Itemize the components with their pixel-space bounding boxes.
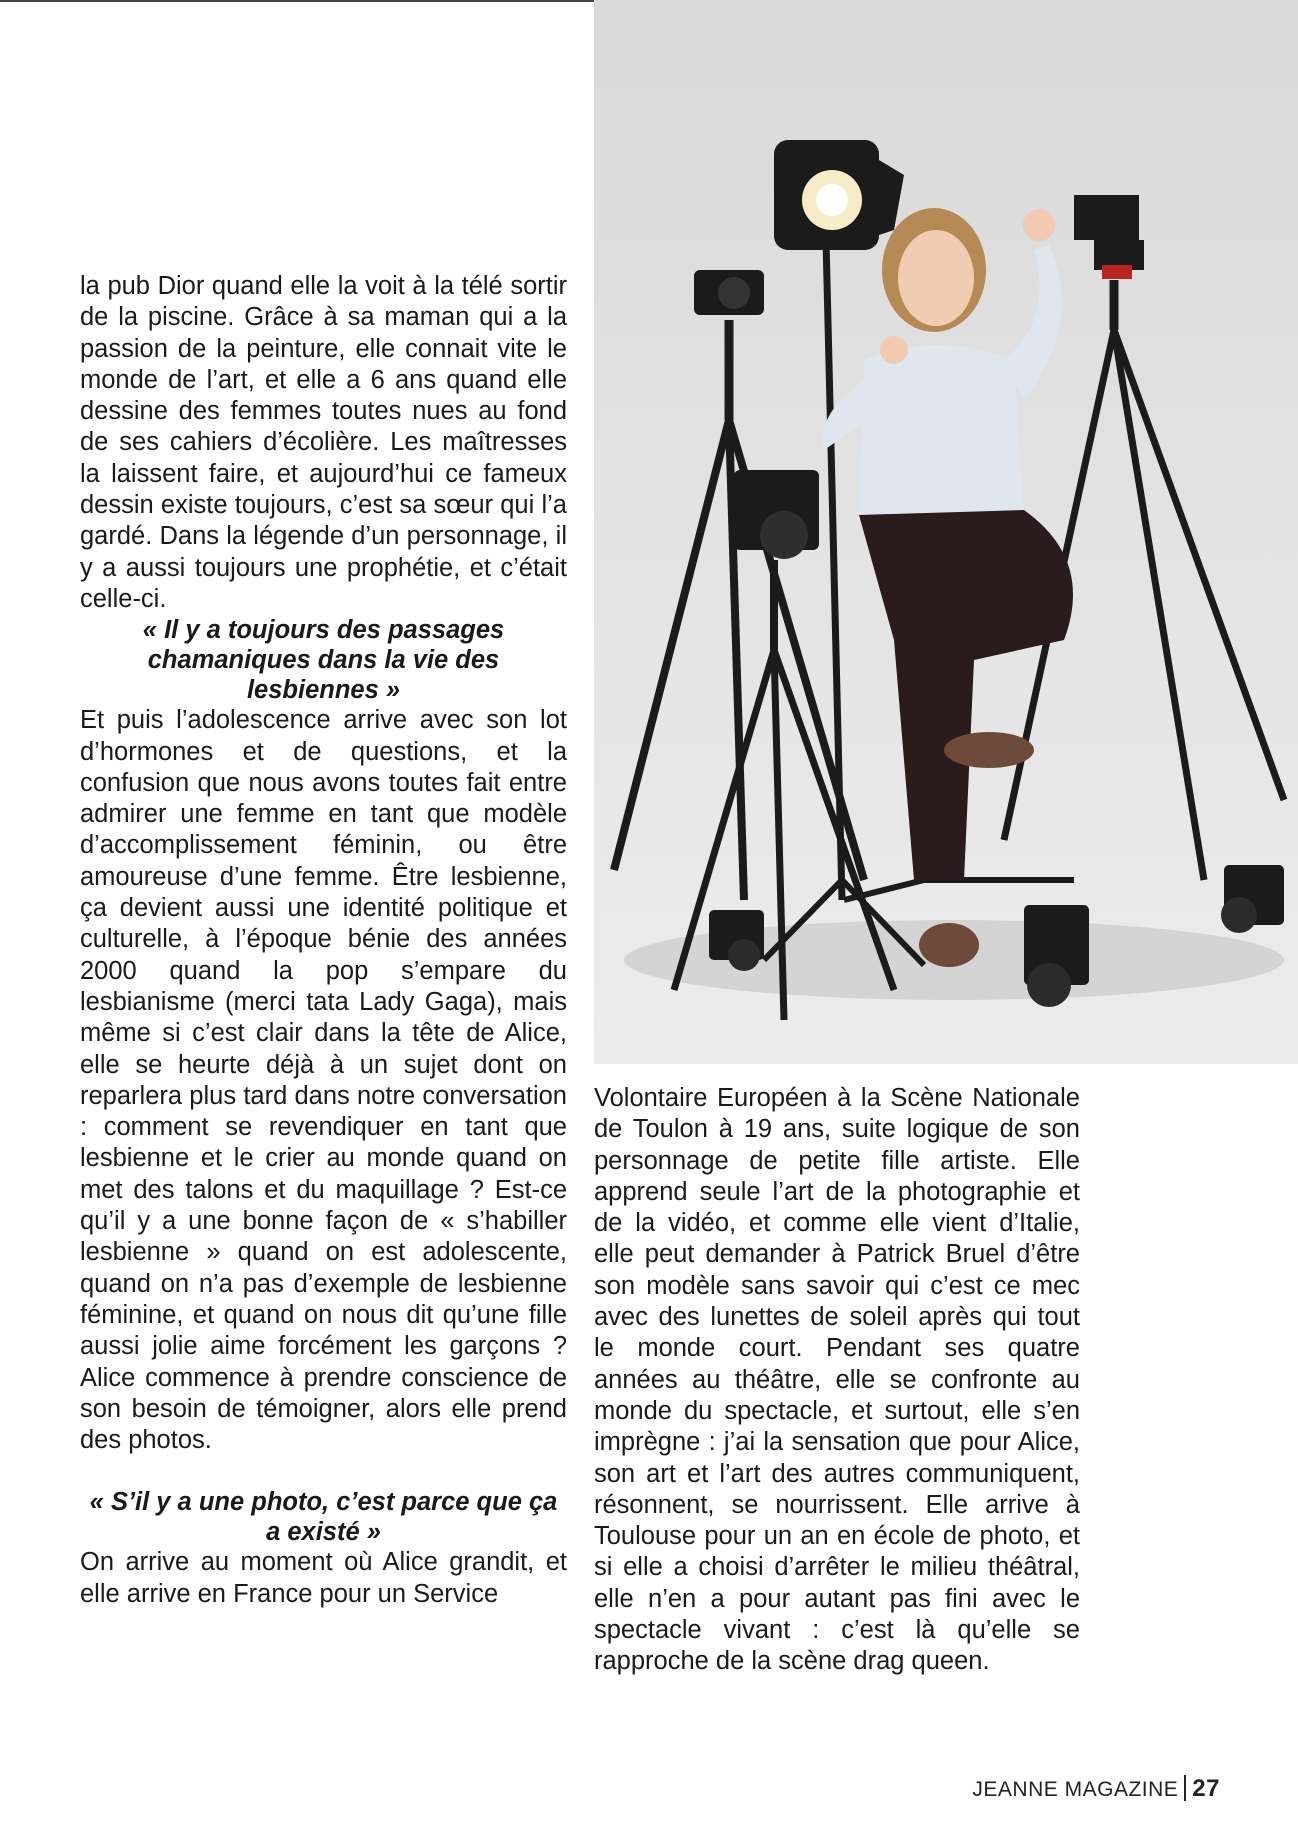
article-column-right	[594, 1083, 1080, 1678]
magazine-name: JEANNE MAGAZINE	[972, 1778, 1179, 1801]
paragraph-toulon: Volontaire Européen à la Scène Nationale de Toulon à 19 ans, suite logique de son personnage de petite fille artiste. Elle apprend seule l’art de la photographie et de la vidéo, et comme elle vient d’Italie, elle peut demander à Patrick Bruel d’être son modèle sans savoir qui c’est ce mec avec des lunettes de soleil après qui tout le monde court. Pendant ses quatre années au théâtre, elle se confronte au monde du spectacle, et surtout, elle s’en imprègne : j’ai la sensation que pour Alice, son art et l’art des autres communiquent, résonnent, se nourrissent. Elle arrive à Toulouse pour un an en école de photo, et si elle a choisi d’arrêter le milieu théâtral, elle n’en a pour autant pas fini avec le spectacle vivant : c’est là qu’elle se rapproche de la scène drag queen.	[594, 1084, 1080, 1676]
paragraph-adolescence: Et puis l’adolescence arrive avec son lot d’hormones et de questions, et la confusion que nous avons toutes fait entre admirer une femme en tant que modèle d’accomplissement féminin, ou être amoureuse d’une femme. Être lesbienne, ça devient aussi une identité politique et culturelle, à l’époque bénie des années 2000 quand la pop s’empare du lesbianisme (merci tata Lady Gaga), mais même si c’est clair dans la tête de Alice, elle se heurte déjà à un sujet dont on reparlera plus tard dans notre conversation : comment se revendiquer en tant que lesbienne et le crier au monde quand on met des talons et du maquillage ? Est-ce qu’il y a une bonne façon de « s’habiller lesbienne » quand on est adolescente, quand on n’a pas d’exemple de lesbienne féminine, et quand on nous dit qu’une fille aussi jolie aime forcément les garçons ? Alice commence à prendre conscience de son besoin de témoigner, alors elle prend des photos.	[80, 706, 567, 1455]
pull-quote-2: « S’il y a une photo, c’est parce que ça a existé »	[89, 1488, 558, 1547]
pull-quote-1: « Il y a toujours des passages chamaniques dans la vie des lesbiennes »	[142, 616, 505, 705]
photo-illustration	[594, 0, 1298, 1064]
page-footer	[972, 1775, 1220, 1803]
paragraph-france: On arrive au moment où Alice grandit, et elle arrive en France pour un Service	[80, 1548, 567, 1608]
page-number: 27	[1192, 1775, 1220, 1802]
article-photo	[594, 0, 1298, 1064]
article-column-left	[80, 271, 567, 1610]
footer-divider	[1184, 1775, 1186, 1801]
paragraph-intro: la pub Dior quand elle la voit à la télé sortir de la piscine. Grâce à sa maman qui a la passion de la peinture, elle connait vite le monde de l’art, et elle a 6 ans quand elle dessine des femmes toutes nues au fond de ses cahiers d’écolière. Les maîtresses la laissent faire, et aujourd’hui ce fameux dessin existe toujours, c’est sa sœur qui l’a gardé. Dans la légende d’un personnage, il y a aussi toujours une prophétie, et c’était celle-ci.	[80, 272, 567, 613]
